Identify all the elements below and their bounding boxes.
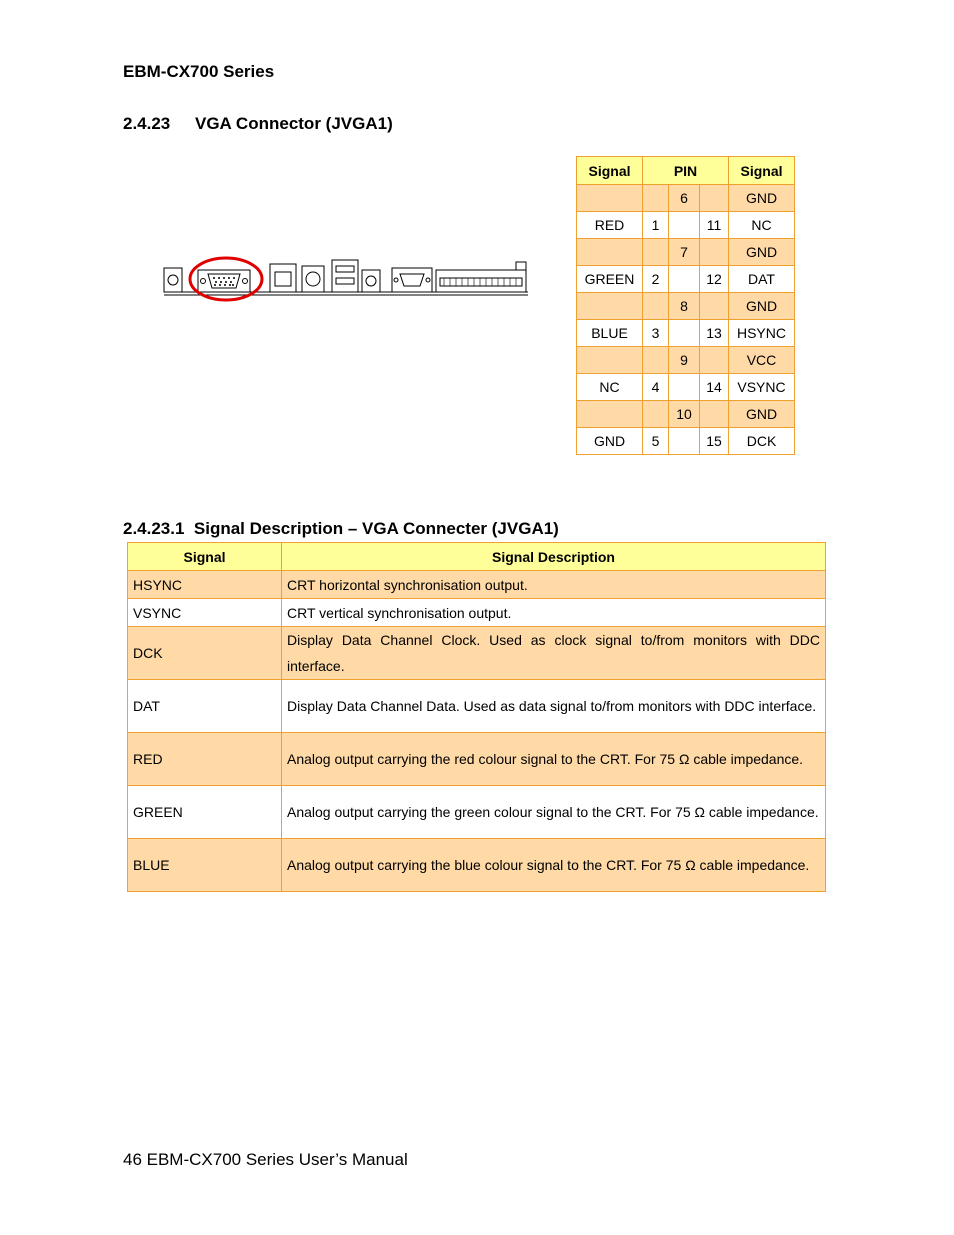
pin-signal-left	[577, 185, 643, 212]
table-row	[577, 266, 795, 293]
pin-number-right	[700, 347, 729, 374]
pin-signal-left: NC	[577, 374, 643, 401]
table-row	[577, 212, 795, 239]
pin-signal-left: GREEN	[577, 266, 643, 293]
header-signal-right: Signal	[729, 157, 795, 185]
usb-port-icon	[332, 260, 358, 292]
table-row	[577, 239, 795, 266]
pin-signal-right: DCK	[729, 428, 795, 455]
pin-signal-left	[577, 347, 643, 374]
pin-signal-left	[577, 401, 643, 428]
pin-number-mid: 7	[669, 239, 700, 266]
signal-name: GREEN	[128, 786, 282, 839]
pin-number-mid	[669, 266, 700, 293]
pin-number-right: 15	[700, 428, 729, 455]
audio-jack-icon	[362, 270, 380, 292]
table-row	[577, 374, 795, 401]
table-row	[128, 839, 826, 892]
pin-number-left: 2	[643, 266, 669, 293]
section-title	[123, 114, 393, 134]
pin-number-right: 14	[700, 374, 729, 401]
pin-number-left	[643, 347, 669, 374]
pin-number-mid	[669, 212, 700, 239]
pin-number-right: 13	[700, 320, 729, 347]
pin-number-right	[700, 185, 729, 212]
signal-description: CRT horizontal synchronisation output.	[282, 571, 826, 599]
table-row	[577, 347, 795, 374]
pin-header-icon	[436, 270, 526, 292]
pin-signal-right: NC	[729, 212, 795, 239]
signal-description: Display Data Channel Data. Used as data signal to/from monitors with DDC interface.	[282, 680, 826, 733]
pin-signal-left: BLUE	[577, 320, 643, 347]
pin-number-mid	[669, 374, 700, 401]
subsection-title: 2.4.23.1 Signal Description – VGA Connecter (JVGA1)	[123, 519, 559, 538]
pin-signal-right: HSYNC	[729, 320, 795, 347]
table-row	[577, 320, 795, 347]
series-header: EBM-CX700 Series	[123, 62, 275, 81]
signal-description: Analog output carrying the blue colour signal to the CRT. For 75 Ω cable impedance.	[282, 839, 826, 892]
pin-signal-right: VCC	[729, 347, 795, 374]
header-pin: PIN	[643, 157, 729, 185]
pin-signal-left: GND	[577, 428, 643, 455]
desc-table-header	[128, 543, 826, 571]
table-row	[128, 680, 826, 733]
signal-description: Display Data Channel Clock. Used as clock signal to/from monitors with DDC interface.	[282, 627, 826, 680]
table-row	[128, 571, 826, 599]
pin-number-right	[700, 401, 729, 428]
section-title-text: VGA Connector (JVGA1)	[195, 114, 393, 133]
pin-number-left: 4	[643, 374, 669, 401]
header-signal-left: Signal	[577, 157, 643, 185]
signal-name: BLUE	[128, 839, 282, 892]
pin-number-left	[643, 239, 669, 266]
pin-number-left: 5	[643, 428, 669, 455]
table-row	[128, 733, 826, 786]
page-footer: 46 EBM-CX700 Series User’s Manual	[123, 1150, 408, 1169]
pin-signal-right: GND	[729, 185, 795, 212]
pin-number-right	[700, 293, 729, 320]
pin-signal-right: GND	[729, 293, 795, 320]
dc-jack-icon	[164, 268, 182, 292]
pin-signal-left	[577, 293, 643, 320]
table-row	[577, 401, 795, 428]
pin-number-left	[643, 401, 669, 428]
pin-number-mid: 9	[669, 347, 700, 374]
signal-description: Analog output carrying the green colour signal to the CRT. For 75 Ω cable impedance.	[282, 786, 826, 839]
table-row	[128, 599, 826, 627]
pin-signal-left	[577, 239, 643, 266]
pin-table	[576, 156, 795, 455]
signal-name: HSYNC	[128, 571, 282, 599]
table-row	[128, 786, 826, 839]
header-signal-description: Signal Description	[282, 543, 826, 571]
pin-number-mid: 8	[669, 293, 700, 320]
pin-number-left	[643, 185, 669, 212]
pin-number-mid	[669, 320, 700, 347]
table-row	[577, 185, 795, 212]
pin-signal-right: VSYNC	[729, 374, 795, 401]
pin-number-left: 3	[643, 320, 669, 347]
ps2-port-icon	[302, 266, 324, 292]
table-row	[128, 627, 826, 680]
pin-number-right: 12	[700, 266, 729, 293]
pin-number-mid	[669, 428, 700, 455]
pin-number-mid: 6	[669, 185, 700, 212]
pin-signal-left: RED	[577, 212, 643, 239]
header-signal: Signal	[128, 543, 282, 571]
pin-number-left	[643, 293, 669, 320]
pin-signal-right: DAT	[729, 266, 795, 293]
table-row	[577, 428, 795, 455]
pin-number-mid: 10	[669, 401, 700, 428]
signal-description: CRT vertical synchronisation output.	[282, 599, 826, 627]
board-io-illustration	[160, 250, 532, 306]
signal-description-table	[127, 542, 826, 892]
signal-name: VSYNC	[128, 599, 282, 627]
lan-port-icon	[270, 264, 296, 292]
pin-signal-right: GND	[729, 401, 795, 428]
pin-signal-right: GND	[729, 239, 795, 266]
signal-name: DCK	[128, 627, 282, 680]
pin-number-right: 11	[700, 212, 729, 239]
signal-name: DAT	[128, 680, 282, 733]
table-row	[577, 293, 795, 320]
pin-table-header	[577, 157, 795, 185]
pin-number-left: 1	[643, 212, 669, 239]
signal-description: Analog output carrying the red colour signal to the CRT. For 75 Ω cable impedance.	[282, 733, 826, 786]
section-number: 2.4.23	[123, 114, 171, 133]
signal-name: RED	[128, 733, 282, 786]
pin-number-right	[700, 239, 729, 266]
